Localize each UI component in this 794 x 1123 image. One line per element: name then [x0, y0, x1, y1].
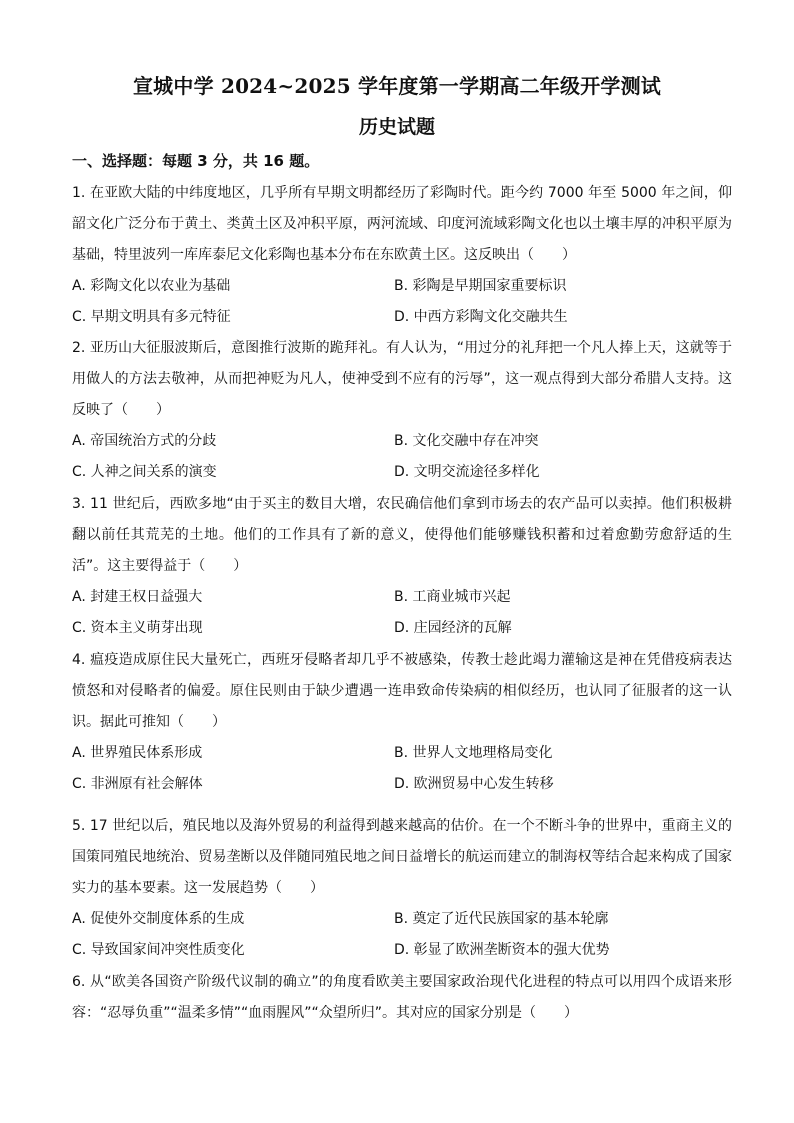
option-d: D. 欧洲贸易中心发生转移	[394, 776, 554, 792]
question-2-options	[72, 426, 732, 488]
question-6-stem: 6. 从“欧美各国资产阶级代议制的确立”的角度看欧美主要国家政治现代化进程的特点可以用四个成语来形容：“忍辱负重”“温柔多情”“血雨腥风”“众望所归”。其对应的国家分别是（ ）	[72, 974, 732, 1021]
question-1-options	[72, 271, 732, 333]
option-d: D. 彰显了欧洲垄断资本的强大优势	[394, 942, 610, 958]
question-5-stem: 5. 17 世纪以后，殖民地以及海外贸易的利益得到越来越高的估价。在一个不断斗争的世界中，重商主义的国策同殖民地统治、贸易垄断以及伴随同殖民地之间日益增长的航运而建立的制海权等结合起来构成了国家实力的基本要素。这一发展趋势（ ）	[72, 818, 732, 896]
question-5-options	[72, 904, 732, 966]
option-c: C. 非洲原有社会解体	[72, 776, 203, 792]
option-a: A. 促使外交制度体系的生成	[72, 911, 245, 927]
option-d: D. 文明交流途径多样化	[394, 464, 540, 480]
option-a: A. 帝国统治方式的分歧	[72, 433, 217, 449]
option-b: B. 文化交融中存在冲突	[394, 433, 539, 449]
option-c: C. 导致国家间冲突性质变化	[72, 942, 245, 958]
question-4-options	[72, 738, 732, 800]
option-c: C. 人神之间关系的演变	[72, 464, 217, 480]
option-d: D. 中西方彩陶文化交融共生	[394, 309, 568, 325]
question-2-stem: 2. 亚历山大征服波斯后，意图推行波斯的跪拜礼。有人认为，“用过分的礼拜把一个凡人捧上天，这就等于用做人的方法去敬神，从而把神贬为凡人，使神受到不应有的污辱”，这一观点得到大部分希腊人支持。这反映了（ ）	[72, 340, 732, 418]
question-1-stem: 1. 在亚欧大陆的中纬度地区，几乎所有早期文明都经历了彩陶时代。距今约 7000 年至 5000 年之间，仰韶文化广泛分布于黄土、类黄土区及冲积平原，两河流域、印度河流域彩陶文化也以土壤丰厚的冲积平原为基础，特里波列一库库泰尼文化彩陶也基本分布在东欧黄土区。这反映出（ ）	[72, 185, 732, 263]
option-c: C. 资本主义萌芽出现	[72, 620, 203, 636]
option-b: B. 奠定了近代民族国家的基本轮廓	[394, 911, 609, 927]
option-c: C. 早期文明具有多元特征	[72, 309, 231, 325]
option-a: A. 世界殖民体系形成	[72, 745, 203, 761]
option-a: A. 彩陶文化以农业为基础	[72, 278, 231, 294]
exam-title: 宣城中学 2024~2025 学年度第一学期高二年级开学测试	[132, 74, 661, 98]
exam-subtitle: 历史试题	[358, 116, 435, 138]
option-b: B. 彩陶是早期国家重要标识	[394, 278, 567, 294]
question-3-stem: 3. 11 世纪后，西欧多地“由于买主的数目大增，农民确信他们拿到市场去的农产品可以卖掉。他们积极耕翻以前任其荒芜的土地。他们的工作具有了新的意义，使得他们能够赚钱积蓄和过着愈勤劳愈舒适的生活”。这主要得益于（ ）	[72, 496, 732, 574]
option-b: B. 工商业城市兴起	[394, 589, 511, 605]
option-d: D. 庄园经济的瓦解	[394, 620, 512, 636]
question-3-options	[72, 582, 732, 644]
question-4-stem: 4. 瘟疫造成原住民大量死亡，西班牙侵略者却几乎不被感染，传教士趁此竭力灌输这是神在凭借疫病表达愤怒和对侵略者的偏爱。原住民则由于缺少遭遇一连串致命传染病的相似经历，也认同了征服者的这一认识。据此可推知（ ）	[72, 652, 732, 730]
option-b: B. 世界人文地理格局变化	[394, 745, 553, 761]
section-heading: 一、选择题：每题 3 分，共 16 题。	[72, 152, 320, 170]
option-a: A. 封建王权日益强大	[72, 589, 203, 605]
